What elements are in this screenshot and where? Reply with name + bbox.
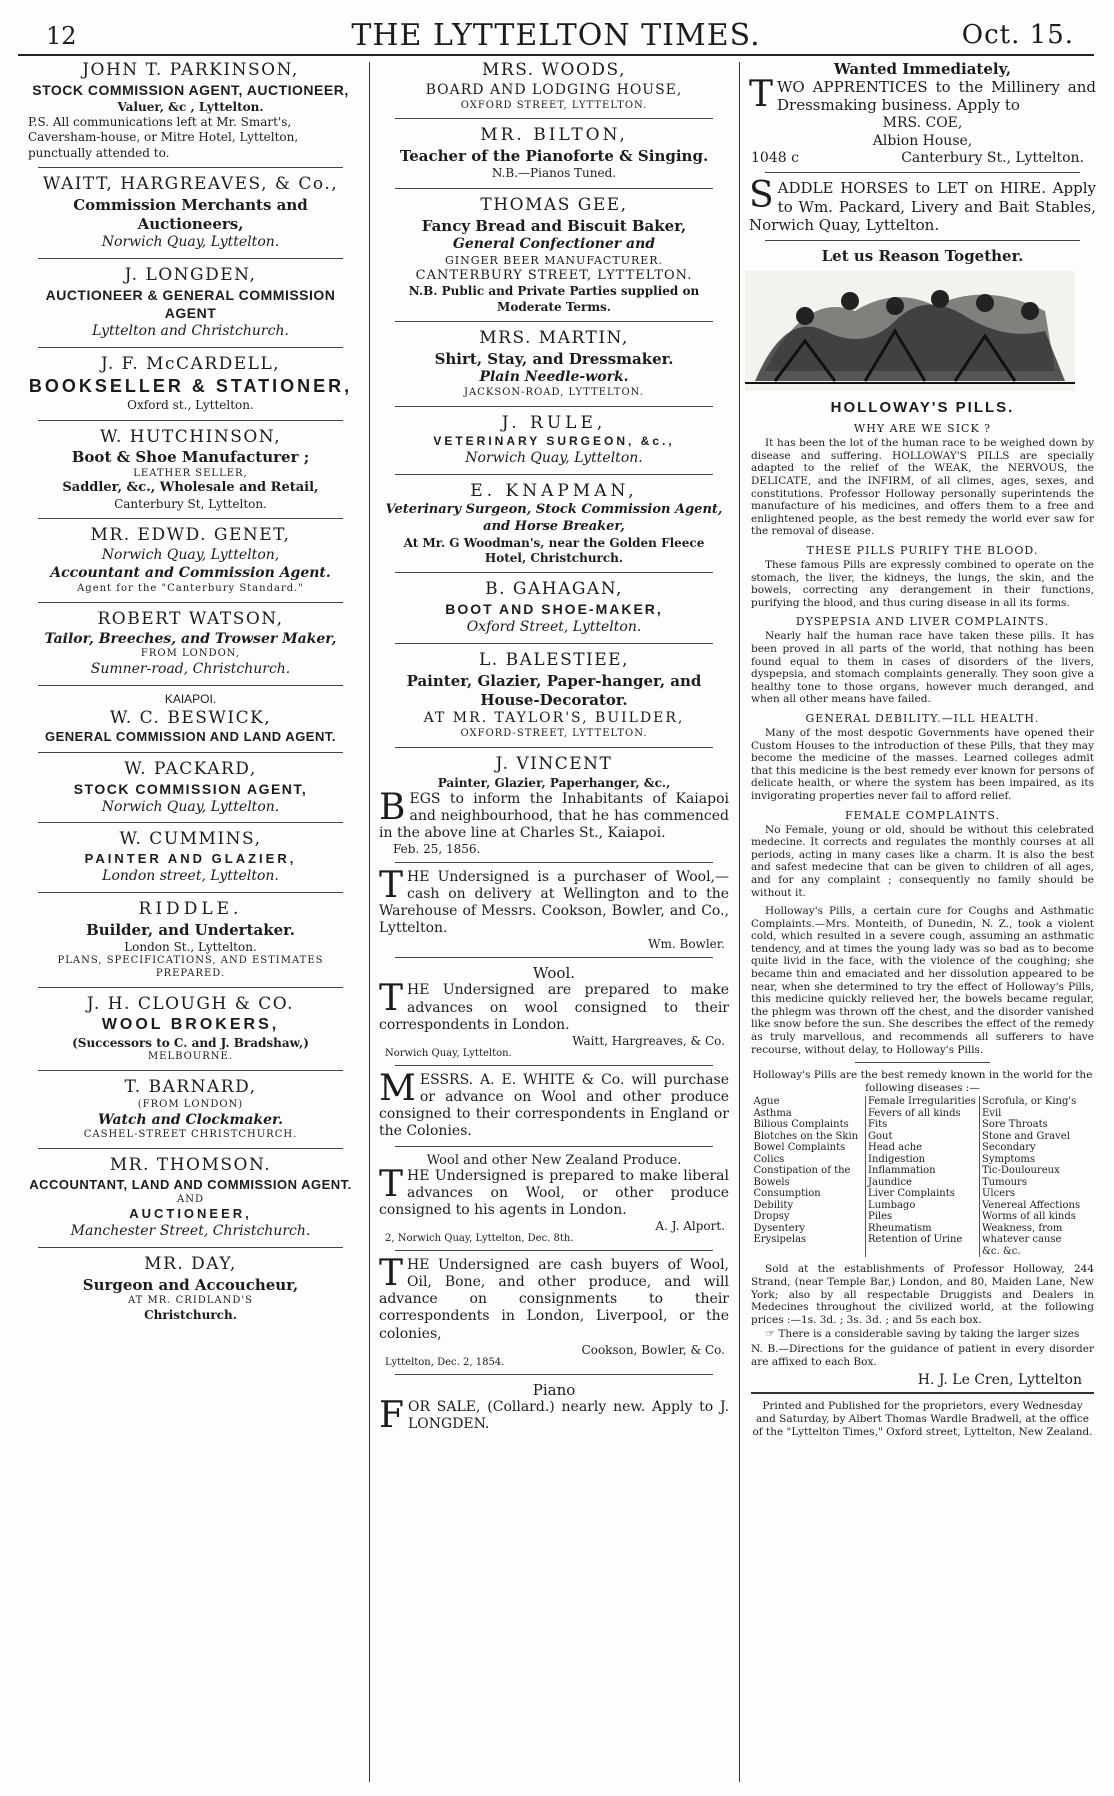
divider	[38, 1247, 343, 1248]
divider	[38, 518, 343, 519]
ad-name: JOHN T. PARKINSON,	[82, 60, 299, 80]
ad-gahagan	[375, 579, 733, 637]
ad-piano	[375, 1380, 733, 1436]
divider	[38, 602, 343, 603]
ad-vincent	[375, 754, 733, 856]
divider	[38, 822, 343, 823]
column-rule	[739, 62, 740, 1782]
ad-riddle	[18, 899, 363, 981]
ad-name: J. H. CLOUGH & CO.	[86, 993, 295, 1014]
ad-note: N.B.—Pianos Tuned.	[491, 166, 617, 181]
column-3	[745, 60, 1100, 1786]
ad-martin	[375, 328, 733, 400]
pointing-hand-icon: ☞	[765, 1328, 779, 1341]
ad-text: HE Undersigned is a purchaser of Wool,—cash on delivery at Wellington and to the Warehouse of Messrs. Cookson, Bowler, and Co., Lyttelton.	[379, 869, 729, 937]
ad-parkinson	[18, 60, 363, 161]
ad-rule	[375, 413, 733, 468]
ad-name: W. C. BESWICK,	[109, 707, 272, 728]
divider	[38, 420, 343, 421]
ad-packard	[18, 759, 363, 817]
ad-address: Norwich Quay, Lyttelton,	[101, 547, 280, 564]
ad-address: Lyttelton and Christchurch.	[92, 322, 289, 339]
ad-wool	[375, 964, 733, 1058]
directions-note: N. B.—Directions for the guidance of patient in every disorder are affixed to each Box.	[751, 1342, 1094, 1368]
ad-signature: Wm. Bowler.	[648, 937, 725, 952]
ad-name: MR. BILTON,	[480, 125, 628, 146]
ad-name: MR. EDWD. GENET,	[90, 525, 291, 546]
divider	[765, 172, 1080, 173]
ad-heading: Let us Reason Together.	[821, 247, 1024, 266]
section-heading: WHY ARE WE SICK ?	[853, 422, 992, 436]
ad-name: W. HUTCHINSON,	[100, 426, 281, 447]
divider	[395, 862, 713, 863]
drop-cap: S	[749, 175, 774, 217]
ad-trade-2: Saddler, &c., Wholesale and Retail,	[62, 480, 319, 496]
ad-barnard	[18, 1077, 363, 1142]
ad-name: MR. THOMSON.	[109, 1155, 272, 1176]
ad-body	[375, 1253, 733, 1342]
drop-cap: F	[379, 1394, 404, 1436]
drop-cap: M	[379, 1067, 416, 1109]
ad-date: Feb. 25, 1856.	[393, 842, 481, 857]
ad-trade: Veterinary Surgeon, Stock Commission Agent, and Horse Breaker,	[385, 502, 723, 535]
ad-heading: Wanted Immediately,	[833, 60, 1012, 78]
divider	[38, 752, 343, 753]
divider	[395, 118, 713, 119]
ad-text: ADDLE HORSES to LET on HIRE. Apply to Wm. Packard, Livery and Bait Stables, Norwich Quay, Lyttelton.	[749, 179, 1096, 234]
ad-wanted	[745, 60, 1100, 166]
ad-trade: Painter, Glazier, Paper-hanger, and House-Decorator.	[406, 671, 702, 709]
ad-trade: Teacher of the Pianoforte & Singing.	[399, 147, 709, 166]
ad-note: N.B. Public and Private Parties supplied on Moderate Terms.	[408, 284, 700, 314]
ad-address: CASHEL-STREET CHRISTCHURCH.	[83, 1129, 298, 1141]
ad-and: AND	[177, 1193, 204, 1205]
ad-body	[375, 786, 733, 842]
ad-gee	[375, 195, 733, 315]
divider	[38, 347, 343, 348]
ad-body	[745, 74, 1100, 115]
divider	[395, 1065, 713, 1066]
ad-trade: Fancy Bread and Biscuit Baker,	[421, 216, 687, 235]
divider	[395, 474, 713, 475]
ad-note: PLANS, SPECIFICATIONS, AND ESTIMATES PREPARED.	[57, 955, 324, 979]
ad-subtitle: (FROM LONDON)	[137, 1098, 244, 1110]
ad-trade: BOOT AND SHOE-MAKER,	[445, 601, 663, 618]
ad-saddle	[745, 175, 1100, 234]
ad-text: HE Undersigned are prepared to make advances on wool consigned to their correspondents in London.	[379, 982, 729, 1033]
ad-name: J. LONGDEN,	[124, 265, 257, 286]
ad-note: P.S. All communications left at Mr. Smart's, Caversham-house, or Mitre Hotel, Lyttelton, punctually attended to.	[28, 115, 299, 160]
ad-bilton	[375, 125, 733, 181]
diseases-column: Female Irregularities Fevers of all kinds Fits Gout Head ache Indigestion Inflammation Jaundice Liver Complaints Lumbago Piles Rheumatism Retention of Urine	[866, 1096, 980, 1257]
drop-cap: T	[379, 1253, 404, 1295]
ad-holloway	[745, 247, 1100, 1388]
ad-mccardell	[18, 354, 363, 414]
drop-cap: B	[379, 786, 406, 828]
ad-heading: Wool.	[532, 964, 576, 983]
section-heading: DYSPEPSIA AND LIVER COMPLAINTS.	[795, 615, 1050, 629]
divider	[38, 258, 343, 259]
divider	[395, 406, 713, 407]
ad-signature: Waitt, Hargreaves, & Co.	[572, 1033, 725, 1048]
ad-cummins	[18, 829, 363, 885]
ad-subtitle: AT MR. CRIDLAND'S	[127, 1294, 254, 1306]
divider	[395, 572, 713, 573]
ad-address: At Mr. G Woodman's, near the Golden Fleece Hotel, Christchurch.	[403, 535, 705, 566]
diseases-intro: Holloway's Pills are the best remedy known in the world for the following diseases :—	[752, 1069, 1093, 1094]
divider	[38, 167, 343, 168]
section-text: Nearly half the human race have taken these pills. It has been proved in all parts of the world, that nothing has been found equal to them in cases of disorders of the livers, dyspepsia, and stomach complaints generally. They soon give a healthy tone to those organs, however much deranged, and when all other means have failed.	[751, 630, 1094, 706]
ad-name: RIDDLE.	[138, 898, 243, 919]
section-text: No Female, young or old, should be without this celebrated medecine. It corrects and regulates the monthly courses at all periods, acting in many cases like a charm. It is also the best and safest medecine that can be given to children of all ages, and for any complaint ; consequently no family should be without it.	[751, 823, 1094, 899]
ad-address: Manchester Street, Christchurch.	[70, 1223, 311, 1240]
ad-address: MELBOURNE.	[147, 1051, 234, 1063]
ad-trade: Commission Merchants and Auctioneers,	[73, 195, 308, 234]
drop-cap: T	[379, 865, 404, 907]
ad-body	[375, 1394, 733, 1436]
ad-subtitle: LEATHER SELLER,	[133, 467, 248, 479]
ad-name: W. CUMMINS,	[119, 829, 262, 850]
ad-address: CANTERBURY STREET, LYTTELTON.	[415, 267, 693, 283]
column-1	[18, 60, 363, 1786]
ad-subtitle: FROM LONDON,	[140, 648, 241, 660]
ad-body	[375, 865, 733, 937]
ad-trade: Surgeon and Accoucheur,	[82, 1275, 299, 1294]
ad-trade: BOARD AND LODGING HOUSE,	[425, 81, 683, 98]
column-2	[375, 60, 733, 1786]
ad-trade: Boot & Shoe Manufacturer ;	[71, 448, 310, 467]
ad-day	[18, 1254, 363, 1323]
divider	[38, 685, 343, 686]
ad-subtitle: AT MR. TAYLOR'S, BUILDER,	[423, 710, 685, 727]
ad-name: W. PACKARD,	[124, 758, 257, 779]
ad-address: Oxford st., Lyttelton.	[127, 398, 254, 413]
ad-alport	[375, 1153, 733, 1244]
printer-imprint: Printed and Published for the proprietors, every Wednesday and Saturday, by Albert Thomas Wardle Bradwell, at the office of the "Lyttelton Times," Oxford street, Lyttelton, New Zealand.	[751, 1392, 1094, 1439]
ad-name: J. F. McCARDELL,	[100, 353, 281, 374]
ad-genet	[18, 525, 363, 595]
ad-text: OR SALE, (Collard.) nearly new. Apply to J. LONGDEN.	[407, 1398, 729, 1432]
ad-body	[745, 175, 1100, 234]
divider	[38, 892, 343, 893]
ad-trade: Painter, Glazier, Paperhanger, &c.,	[437, 775, 671, 790]
ad-name: ROBERT WATSON,	[97, 608, 284, 629]
ad-name: MRS. COE,	[882, 114, 963, 131]
divider	[38, 1148, 343, 1149]
ad-name: THOMAS GEE,	[480, 194, 628, 215]
agent-name: H. J. Le Cren, Lyttelton	[917, 1372, 1082, 1389]
ad-balestiee	[375, 650, 733, 741]
ad-name: MRS. MARTIN,	[479, 328, 629, 349]
issue-date: Oct. 15.	[961, 20, 1074, 50]
ad-address: Norwich Quay, Lyttelton.	[465, 449, 643, 466]
ad-trade: WOOL BROKERS,	[101, 1016, 280, 1034]
ad-address: Christchurch.	[144, 1307, 237, 1322]
divider	[395, 1146, 713, 1147]
ad-name: J. VINCENT	[495, 753, 613, 774]
ad-watson	[18, 609, 363, 679]
ad-date: Lyttelton, Dec. 2, 1854.	[385, 1356, 505, 1368]
ad-trade: STOCK COMMISSION AGENT, AUCTIONEER,	[32, 81, 349, 98]
divider	[38, 1070, 343, 1071]
product-title: HOLLOWAY'S PILLS.	[830, 399, 1015, 417]
ad-hutchinson	[18, 427, 363, 513]
saving-text: There is a considerable saving by taking the larger sizes	[778, 1328, 1080, 1341]
divider	[855, 1062, 990, 1063]
ad-name: MR. DAY,	[144, 1253, 237, 1274]
ad-text: WO APPRENTICES to the Millinery and Dressmaking business. Apply to	[777, 78, 1096, 115]
ad-trade: Builder, and Undertaker.	[86, 920, 295, 939]
divider	[395, 1250, 713, 1251]
ad-signature: Cookson, Bowler, & Co.	[581, 1342, 725, 1357]
divider	[395, 321, 713, 322]
column-rule	[369, 62, 370, 1782]
ad-clough	[18, 994, 363, 1064]
ad-woods	[375, 60, 733, 112]
ad-white	[375, 1067, 733, 1140]
ad-address-line	[745, 150, 1100, 166]
ad-trade: Watch and Clockmaker.	[97, 1111, 283, 1128]
sales-text: Sold at the establishments of Professor Holloway, 244 Strand, (near Temple Bar,) London, and 80, Maiden Lane, New York; also by all respectable Druggists and Dealers in Medecines throughout the civilized world, at the following prices :—1s. 3d. ; 3s. 3d. ; and 5s each box.	[751, 1263, 1094, 1326]
masthead	[18, 12, 1094, 56]
diseases-table	[752, 1096, 1094, 1257]
divider	[395, 957, 713, 958]
ad-body	[375, 1163, 733, 1219]
page-number: 12	[46, 22, 77, 50]
ad-name: L. BALESTIEE,	[479, 649, 629, 670]
divider	[38, 987, 343, 988]
saving-note	[751, 1328, 1094, 1341]
ad-address: Valuer, &c , Lyttelton.	[117, 99, 264, 114]
ad-address: Albion House,	[872, 132, 973, 149]
newspaper-title: THE LYTTELTON TIMES.	[351, 18, 761, 53]
ad-address-2: Canterbury St., Lyttelton.	[901, 150, 1084, 167]
section-text: Many of the most despotic Governments have opened their Custom Houses to the introduction of these Pills, that they may become the medicine of the masses. Learned colleges admit that this medicine is the best remedy ever known for persons of delicate health, or where the system has been impaired, as its invigorating properties never fail to afford relief.	[751, 726, 1094, 802]
divider	[395, 643, 713, 644]
ad-address: Norwich Quay, Lyttelton.	[101, 234, 280, 251]
ad-address: 2, Norwich Quay, Lyttelton, Dec. 8th.	[385, 1233, 574, 1245]
ad-bowler	[375, 865, 733, 952]
testimonial-text: Holloway's Pills, a certain cure for Coughs and Asthmatic Complaints.—Mrs. Monteith, of Dunedin, N. Z., took a violent cold, which resulted in a severe cough, assuming an asthmatic tendency, and at times the young lady was so bad as to become quite livid in the face, with the violence of the coughing; she became thin and emaciated and her dissolution appeared to be near, when she determined to try the effect of Holloway's Pills, this medicine quickly relieved her, the bowels became regular, the phlegm was thrown off the chest, and the disorder vanished like snow before the sun. She describes the effect of the remedy as truly marvellous, and recommends all sufferers to have recourse, without delay, to Holloway's Pills.	[751, 905, 1095, 1056]
ad-subtitle: (Successors to C. and J. Bradshaw,)	[72, 1035, 309, 1050]
ad-name: B. GAHAGAN,	[485, 579, 623, 600]
divider	[395, 188, 713, 189]
ad-heading: Wool and other New Zealand Produce.	[426, 1152, 682, 1168]
ad-address: Norwich Quay, Lyttelton.	[101, 798, 280, 815]
ad-trade-3: GINGER BEER MANUFACTURER.	[444, 253, 664, 267]
ad-trade: BOOKSELLER & STATIONER,	[28, 376, 353, 397]
ad-name: E. KNAPMAN,	[470, 480, 638, 501]
ad-address: Oxford Street, Lyttelton.	[466, 619, 642, 636]
ad-body	[375, 1067, 733, 1140]
ad-trade: GENERAL COMMISSION AND LAND AGENT.	[45, 729, 336, 745]
drop-cap: T	[749, 74, 774, 115]
ad-cookson	[375, 1253, 733, 1368]
ad-text: EGS to inform the Inhabitants of Kaiapoi and neighbourhood, that he has commenced in the above line at Charles St., Kaiapoi.	[379, 790, 729, 842]
ad-address: Norwich Quay, Lyttelton.	[385, 1047, 512, 1059]
ad-trade-2: AUCTIONEER,	[129, 1206, 252, 1222]
section-text: These famous Pills are expressly combined to operate on the stomach, the liver, the kidneys, the lungs, the skin, and the bowels, correcting any derangement in their functions, purifying the blood, and thus curing disease in all its forms.	[751, 559, 1094, 609]
ad-signature: A. J. Alport.	[655, 1219, 725, 1234]
ad-waitt	[18, 174, 363, 252]
ad-trade-2: Plain Needle-work.	[479, 368, 629, 385]
ad-agent: Agent for the "Canterbury Standard."	[77, 583, 304, 595]
ad-address: OXFORD-STREET, LYTTELTON.	[460, 727, 648, 739]
divider	[395, 747, 713, 748]
ad-trade: VETERINARY SURGEON, &c.,	[433, 434, 675, 449]
diseases-column: Scrofula, or King's Evil Sore Throats Stone and Gravel Secondary Symptoms Tic-Douloureux Tumours Ulcers Venereal Affections Worms of all kinds Weakness, from whatever cause &c. &c.	[982, 1096, 1081, 1257]
ad-body	[375, 978, 733, 1033]
ad-text: ESSRS. A. E. WHITE & Co. will purchase or advance on Wool and other produce consigned to their correspondents in England or the Colonies.	[379, 1071, 729, 1139]
ad-trade-2: General Confectioner and	[452, 235, 656, 252]
ad-address: London St., Lyttelton.	[124, 939, 257, 954]
ad-address: OXFORD STREET, LYTTELTON.	[460, 99, 648, 111]
ad-name: J. RULE,	[501, 412, 607, 433]
ad-text: HE Undersigned are cash buyers of Wool, Oil, Bone, and other produce, and will advance on consignments to their correspondents in London, Liverpool, or the colonies,	[379, 1257, 729, 1342]
ad-name: WAITT, HARGREAVES, & Co.,	[42, 174, 339, 195]
ad-trade: Accountant and Commission Agent.	[50, 565, 331, 582]
ad-text: HE Undersigned is prepared to make liberal advances on Wool, or other produce consigned to his agents in London.	[379, 1167, 729, 1219]
ad-longden	[18, 265, 363, 340]
ad-trade: STOCK COMMISSION AGENT,	[73, 780, 308, 797]
section-heading: FEMALE COMPLAINTS.	[845, 808, 1000, 822]
ad-name: T. BARNARD,	[124, 1077, 257, 1098]
section-heading: THESE PILLS PURIFY THE BLOOD.	[806, 544, 1039, 558]
ad-address: JACKSON-ROAD, LYTTELTON.	[464, 386, 644, 398]
ad-thomson	[18, 1155, 363, 1241]
ad-knapman	[375, 481, 733, 567]
ad-trade: ACCOUNTANT, LAND AND COMMISSION AGENT.	[29, 1177, 352, 1193]
drop-cap: T	[379, 978, 404, 1020]
ad-address: Canterbury St, Lyttelton.	[114, 497, 267, 512]
ad-town: KAIAPOI.	[164, 692, 217, 707]
ad-address: Sumner-road, Christchurch.	[90, 661, 291, 678]
divider	[765, 240, 1080, 241]
ad-name: MRS. WOODS,	[482, 60, 626, 80]
ad-heading: Piano	[532, 1380, 576, 1399]
drop-cap: T	[379, 1163, 404, 1205]
ad-trade: Shirt, Stay, and Dressmaker.	[434, 349, 674, 368]
section-heading: GENERAL DEBILITY.—ILL HEALTH.	[805, 711, 1040, 725]
engraving-illustration	[745, 271, 1075, 391]
section-text: It has been the lot of the human race to be weighed down by disease and suffering. HOLLOWAY'S PILLS are specially adapted to the relief of the WEAK, the NERVOUS, the DELICATE, and the INFIRM, of all climes, ages, sexes, and constitutions. Professor Holloway personally superintends the manufacture of his medicines, and offers them to a free and enlightened people, as the best remedy the world ever saw for the removal of disease.	[751, 437, 1094, 538]
ad-trade: Tailor, Breeches, and Trowser Maker,	[44, 630, 337, 647]
ad-trade: PAINTER AND GLAZIER,	[84, 851, 297, 867]
ad-trade: AUCTIONEER & GENERAL COMMISSION AGENT	[45, 286, 336, 321]
ad-beswick	[18, 692, 363, 746]
ad-reference: 1048 c	[751, 150, 799, 167]
diseases-column: Ague Asthma Bilious Complaints Blotches on the Skin Bowel Complaints Colics Constipation of the Bowels Consumption Debility Dropsy Dysentery Erysipelas	[753, 1096, 859, 1246]
ad-address: London street, Lyttelton.	[102, 867, 279, 884]
divider	[395, 1374, 713, 1375]
